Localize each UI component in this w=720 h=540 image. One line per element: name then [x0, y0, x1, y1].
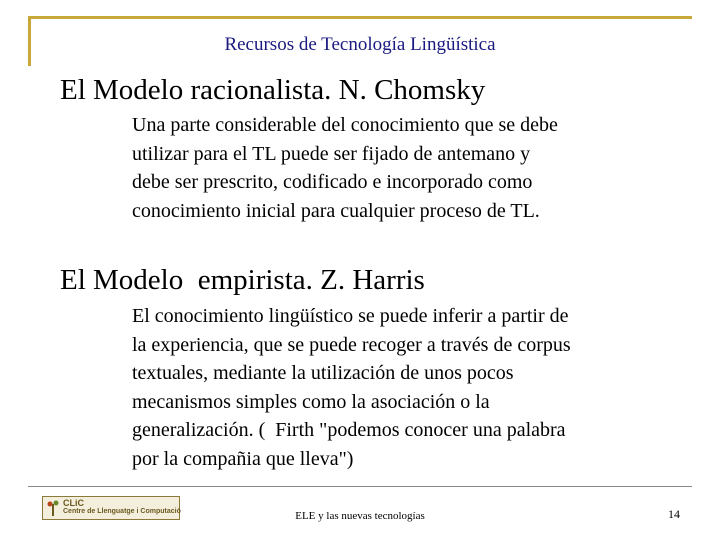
paragraph-line: conocimiento inicial para cualquier proceso de TL.	[132, 199, 540, 222]
paragraph-line: textuales, mediante la utilización de unos pocos	[132, 362, 514, 384]
logo-subtitle: Centre de Llenguatge i Computació	[63, 508, 181, 515]
paragraph-line: debe ser prescrito, codificado e incorporado como	[132, 171, 533, 193]
paragraph-line: Una parte considerable del conocimiento que se debe	[132, 114, 558, 136]
slide-title: Recursos de Tecnología Lingüística	[224, 34, 496, 55]
paragraph-line: utilizar para el TL puede ser fijado de antemano y	[132, 142, 531, 165]
section-paragraph-racionalista	[132, 111, 692, 225]
section-heading-racionalista: El Modelo racionalista. N. Chomsky	[60, 74, 486, 106]
logo-title: CLiC	[63, 498, 84, 508]
section-heading-empirista: El Modelo empirista. Z. Harris	[60, 264, 425, 296]
footer-divider	[28, 486, 692, 487]
section-paragraph-empirista	[132, 302, 692, 473]
paragraph-line: mecanismos simples como la asociación o la	[132, 390, 490, 413]
frame-top-border	[28, 16, 692, 19]
paragraph-line: la experiencia, que se puede recoger a través de corpus	[132, 333, 571, 356]
paragraph-line: por la compañia que lleva")	[132, 447, 354, 470]
page-number: 14	[668, 507, 680, 521]
footer-text: ELE y las nuevas tecnologías	[295, 510, 425, 522]
paragraph-line: generalización. ( Firth "podemos conocer una palabra	[132, 419, 566, 441]
paragraph-line: El conocimiento lingüístico se puede inferir a partir de	[132, 305, 569, 327]
